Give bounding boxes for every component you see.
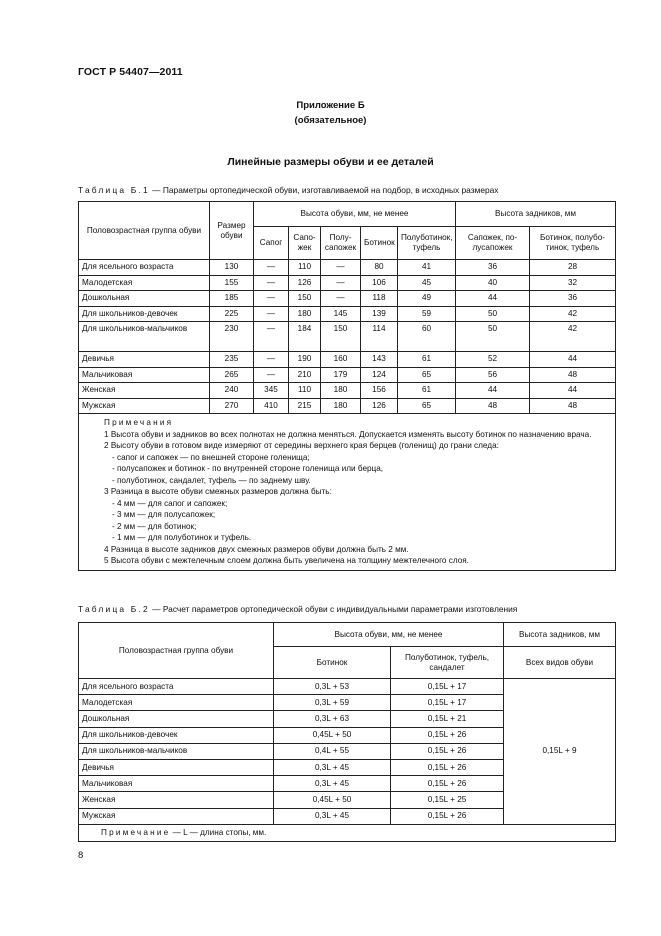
table2-note-text: — L — длина стопы, мм.: [170, 827, 267, 837]
t1-cell-boot: —: [254, 306, 289, 322]
annex-title: Приложение Б: [296, 100, 365, 111]
t1-cell-heel-shoes: 42: [530, 322, 616, 352]
t2-header-height-group: Высота обуви, мм, не менее: [274, 623, 504, 647]
t1-cell-boot: —: [254, 260, 289, 276]
page-number: 8: [78, 850, 84, 861]
t1-cell-group: Для ясельного возраста: [79, 260, 210, 276]
table-row: [79, 679, 616, 695]
t1-cell-boot: —: [254, 291, 289, 307]
t1-cell-half-boot: 179: [321, 367, 361, 383]
t1-cell-heel-boots: 50: [456, 306, 530, 322]
t2-cell-low-shoe: 0,15L + 25: [391, 792, 504, 808]
table1-caption-text: — Параметры ортопедической обуви, изготавливаемой на подбор, в исходных размерах: [149, 185, 499, 195]
t1-cell-group: Девичья: [79, 352, 210, 368]
t2-cell-ankle-boot: 0,45L + 50: [274, 792, 391, 808]
t1-cell-boot: —: [254, 367, 289, 383]
t1-cell-low-shoe: 41: [398, 260, 456, 276]
t1-cell-boot: —: [254, 322, 289, 352]
t1-cell-heel-shoes: 42: [530, 306, 616, 322]
t1-cell-shoe-boot: 126: [289, 275, 321, 291]
table-row: [79, 367, 616, 383]
annex-status: (обязательное): [294, 115, 367, 126]
table2-caption-text: — Расчет параметров ортопедической обуви с индивидуальными параметрами изготовления: [149, 604, 518, 614]
table-row: [79, 352, 616, 368]
t2-cell-low-shoe: 0,15L + 17: [391, 679, 504, 695]
table-b2: [78, 622, 616, 842]
t1-cell-half-boot: —: [321, 260, 361, 276]
t1-cell-ankle-boot: 106: [361, 275, 398, 291]
t1-cell-group: Мужская: [79, 398, 210, 414]
t1-cell-shoe-boot: 215: [289, 398, 321, 414]
t1-cell-heel-shoes: 48: [530, 398, 616, 414]
t1-cell-heel-shoes: 44: [530, 352, 616, 368]
note-item: 5 Высота обуви с межтелечным слоем должна быть увеличена на толщину межтелечного слоя.: [104, 556, 469, 565]
t1-header-size: Размер обуви: [210, 202, 254, 260]
t2-header-heel-group: Высота задников, мм: [504, 623, 616, 647]
t1-cell-heel-shoes: 32: [530, 275, 616, 291]
t1-cell-shoe-boot: 190: [289, 352, 321, 368]
t2-cell-group: Для школьников-мальчиков: [79, 743, 274, 759]
t1-cell-group: Малодетская: [79, 275, 210, 291]
note-item: - 1 мм — для полуботинок и туфель.: [112, 533, 252, 542]
t1-cell-size: 225: [210, 306, 254, 322]
table2-caption: [78, 604, 517, 614]
t1-cell-half-boot: —: [321, 291, 361, 307]
t2-cell-group: Мужская: [79, 808, 274, 824]
t2-cell-ankle-boot: 0,3L + 45: [274, 759, 391, 775]
note-item: 1 Высота обуви и задников во всех полнотах не должна меняться. Допускается изменять высоту ботинок по назначению врача.: [104, 429, 592, 439]
t1-cell-shoe-boot: 150: [289, 291, 321, 307]
t1-cell-half-boot: 160: [321, 352, 361, 368]
t1-header-boot: Сапог: [254, 227, 289, 260]
t1-cell-heel-shoes: 48: [530, 367, 616, 383]
t1-cell-half-boot: 180: [321, 398, 361, 414]
t1-cell-size: 240: [210, 383, 254, 399]
t2-cell-ankle-boot: 0,45L + 50: [274, 727, 391, 743]
note-item: - 3 мм — для полусапожек;: [112, 510, 216, 519]
t2-cell-low-shoe: 0,15L + 26: [391, 776, 504, 792]
t1-cell-heel-boots: 44: [456, 383, 530, 399]
t1-cell-half-boot: 145: [321, 306, 361, 322]
t2-cell-group: Малодетская: [79, 695, 274, 711]
t1-cell-heel-boots: 44: [456, 291, 530, 307]
t1-cell-group: Мальчиковая: [79, 367, 210, 383]
note-item: - полусапожек и ботинок - по внутренней стороне голенища или берца,: [112, 464, 384, 473]
table2-caption-label: Таблица Б.2: [78, 604, 150, 614]
t1-header-height-group: Высота обуви, мм, не менее: [254, 202, 456, 227]
table-row: [79, 398, 616, 414]
table1-caption: [78, 185, 499, 195]
table-row: [79, 291, 616, 307]
t1-cell-boot: 345: [254, 383, 289, 399]
t1-cell-ankle-boot: 118: [361, 291, 398, 307]
t1-cell-ankle-boot: 114: [361, 322, 398, 352]
note-item: - сапог и сапожек — по внешней стороне голенища;: [112, 452, 310, 462]
t1-cell-size: 230: [210, 322, 254, 352]
t1-cell-size: 270: [210, 398, 254, 414]
t1-cell-heel-boots: 36: [456, 260, 530, 276]
t1-cell-size: 155: [210, 275, 254, 291]
t1-cell-low-shoe: 45: [398, 275, 456, 291]
t2-cell-low-shoe: 0,15L + 26: [391, 743, 504, 759]
t1-cell-heel-shoes: 44: [530, 383, 616, 399]
note-item: 2 Высоту обуви в готовом виде измеряют от середины верхнего края берцев (голенищ) до грани следа:: [104, 441, 499, 450]
t2-cell-heel-formula: 0,15L + 9: [504, 679, 616, 825]
t2-cell-ankle-boot: 0,4L + 55: [274, 743, 391, 759]
t2-cell-group: Девичья: [79, 759, 274, 775]
t1-header-low-shoe: Полуботинок, туфель: [398, 227, 456, 260]
table-row: [79, 383, 616, 399]
t2-cell-low-shoe: 0,15L + 26: [391, 759, 504, 775]
t2-header-ankle-boot: Ботинок: [274, 647, 391, 679]
t1-cell-shoe-boot: 210: [289, 367, 321, 383]
t1-cell-boot: —: [254, 352, 289, 368]
t2-cell-ankle-boot: 0,3L + 63: [274, 711, 391, 727]
t2-cell-group: Женская: [79, 792, 274, 808]
table2-note-row: [79, 824, 616, 841]
t1-cell-size: 265: [210, 367, 254, 383]
t1-cell-half-boot: —: [321, 275, 361, 291]
t1-cell-heel-boots: 40: [456, 275, 530, 291]
table2-note-label: Примечание: [101, 827, 171, 837]
t2-cell-low-shoe: 0,15L + 26: [391, 727, 504, 743]
t2-cell-low-shoe: 0,15L + 26: [391, 808, 504, 824]
t1-cell-ankle-boot: 80: [361, 260, 398, 276]
t1-cell-ankle-boot: 124: [361, 367, 398, 383]
t2-cell-group: Для школьников-девочек: [79, 727, 274, 743]
t1-cell-group: Женская: [79, 383, 210, 399]
t1-cell-shoe-boot: 110: [289, 260, 321, 276]
t1-cell-shoe-boot: 110: [289, 383, 321, 399]
t1-cell-group: Дошкольная: [79, 291, 210, 307]
t1-cell-ankle-boot: 143: [361, 352, 398, 368]
document-header: ГОСТ Р 54407—2011: [78, 66, 183, 78]
t1-cell-boot: 410: [254, 398, 289, 414]
t1-cell-low-shoe: 61: [398, 383, 456, 399]
t1-cell-heel-shoes: 28: [530, 260, 616, 276]
t1-cell-low-shoe: 49: [398, 291, 456, 307]
note-item: 3 Разница в высоте обуви смежных размеров должна быть:: [104, 487, 332, 496]
t2-cell-ankle-boot: 0,3L + 45: [274, 776, 391, 792]
t2-cell-group: Мальчиковая: [79, 776, 274, 792]
table1-caption-label: Таблица Б.1: [78, 185, 150, 195]
t1-cell-low-shoe: 65: [398, 398, 456, 414]
t1-cell-low-shoe: 60: [398, 322, 456, 352]
t2-cell-low-shoe: 0,15L + 17: [391, 695, 504, 711]
t1-cell-ankle-boot: 139: [361, 306, 398, 322]
t2-header-low-shoe: Полуботинок, туфель, сандалет: [391, 647, 504, 679]
t1-cell-half-boot: 180: [321, 383, 361, 399]
t2-header-group: Половозрастная группа обуви: [79, 623, 274, 679]
table-row: [79, 275, 616, 291]
t1-cell-boot: —: [254, 275, 289, 291]
t1-header-heel-shoes: Ботинок, полубо-тинок, туфель: [530, 227, 616, 260]
note-heading: Примечания: [104, 418, 174, 427]
t1-cell-heel-boots: 48: [456, 398, 530, 414]
t1-cell-low-shoe: 61: [398, 352, 456, 368]
t1-cell-heel-boots: 52: [456, 352, 530, 368]
t1-cell-group: Для школьников-девочек: [79, 306, 210, 322]
t1-cell-shoe-boot: 184: [289, 322, 321, 352]
t2-cell-group: Дошкольная: [79, 711, 274, 727]
t1-cell-size: 235: [210, 352, 254, 368]
t1-header-shoe-boot: Сапо-жек: [289, 227, 321, 260]
table-b1: [78, 201, 616, 571]
table1-notes: [79, 414, 616, 571]
note-item: - 4 мм — для сапог и сапожек;: [112, 498, 228, 508]
t1-header-group: Половозрастная группа обуви: [79, 202, 210, 260]
t1-cell-size: 185: [210, 291, 254, 307]
t1-cell-heel-boots: 56: [456, 367, 530, 383]
t1-cell-ankle-boot: 156: [361, 383, 398, 399]
t2-cell-ankle-boot: 0,3L + 59: [274, 695, 391, 711]
t2-cell-ankle-boot: 0,3L + 45: [274, 808, 391, 824]
table2-note: [79, 824, 616, 841]
note-item: - 2 мм — для ботинок;: [112, 521, 197, 531]
t1-header-ankle-boot: Ботинок: [361, 227, 398, 260]
t2-cell-low-shoe: 0,15L + 21: [391, 711, 504, 727]
note-item: - полуботинок, сандалет, туфель — по заднему шву.: [112, 475, 311, 485]
t1-cell-half-boot: 150: [321, 322, 361, 352]
t1-cell-size: 130: [210, 260, 254, 276]
t1-cell-low-shoe: 65: [398, 367, 456, 383]
t1-cell-heel-shoes: 36: [530, 291, 616, 307]
t1-cell-shoe-boot: 180: [289, 306, 321, 322]
note-item: 4 Разница в высоте задников двух смежных размеров обуви должна быть 2 мм.: [104, 544, 409, 554]
t2-header-all-types: Всех видов обуви: [504, 647, 616, 679]
t2-cell-group: Для ясельного возраста: [79, 679, 274, 695]
table1-notes-row: [79, 414, 616, 571]
t2-cell-ankle-boot: 0,3L + 53: [274, 679, 391, 695]
section-title: Линейные размеры обуви и ее деталей: [227, 156, 434, 168]
table-row: [79, 322, 616, 352]
table-row: [79, 260, 616, 276]
t1-cell-low-shoe: 59: [398, 306, 456, 322]
table-row: [79, 306, 616, 322]
annex-heading: [0, 98, 661, 128]
t1-header-heel-boots: Сапожек, по-лусапожек: [456, 227, 530, 260]
t1-cell-ankle-boot: 126: [361, 398, 398, 414]
t1-header-heel-group: Высота задников, мм: [456, 202, 616, 227]
t1-header-half-boot: Полу-сапожек: [321, 227, 361, 260]
t1-cell-heel-boots: 50: [456, 322, 530, 352]
t1-cell-group: Для школьников-мальчиков: [79, 322, 210, 352]
